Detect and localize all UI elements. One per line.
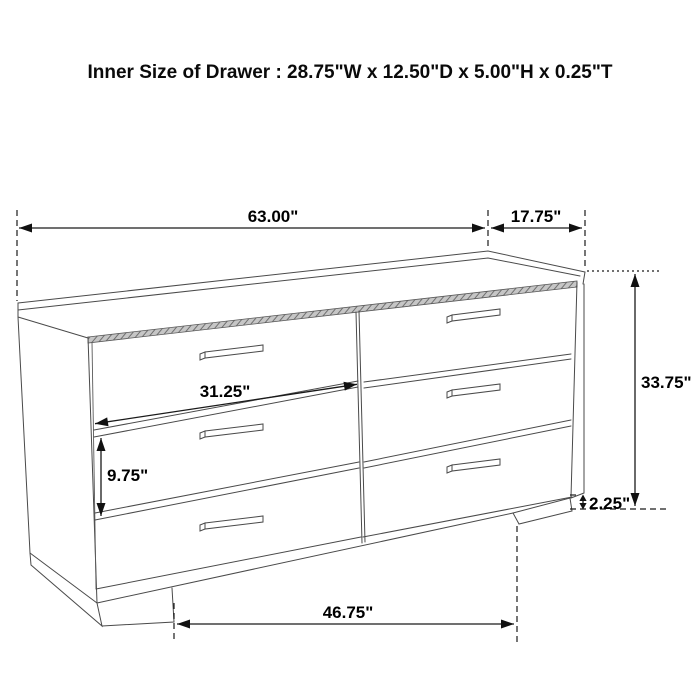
top-reveal-hatch-strip <box>88 281 577 343</box>
leg-height-label: 2.25" <box>589 494 631 513</box>
drawer-width-label: 31.25" <box>199 382 251 401</box>
drawer-height-label: 9.75" <box>107 466 149 485</box>
dresser-top-panel <box>18 251 585 317</box>
dimension-overall-depth <box>491 207 585 268</box>
base-plinth <box>30 553 174 626</box>
dimension-overall-width <box>17 207 488 301</box>
right-leg <box>513 498 572 524</box>
base-span-label: 46.75" <box>322 603 374 622</box>
drawer-handle <box>447 384 500 398</box>
left-side-panel <box>18 317 97 603</box>
overall-depth-label: 17.75" <box>510 207 562 226</box>
drawer-handle <box>200 516 263 531</box>
overall-width-label: 63.00" <box>247 207 299 226</box>
diagram-title: Inner Size of Drawer : 28.75"W x 12.50"D x 5.00"H x 0.25"T <box>87 62 613 83</box>
overall-height-label: 33.75" <box>641 373 692 392</box>
dimension-base-span <box>174 526 517 642</box>
drawer-handle <box>200 345 263 360</box>
drawer-handle <box>200 424 263 439</box>
drawer-handle <box>447 459 500 473</box>
dresser-illustration <box>18 251 585 626</box>
drawer-handle <box>447 309 500 323</box>
dimension-overall-height <box>570 271 692 509</box>
right-side-panel <box>571 282 584 498</box>
drawer-grid <box>94 311 572 603</box>
drawer-handles <box>200 309 500 531</box>
dimension-leg-height <box>570 494 630 513</box>
